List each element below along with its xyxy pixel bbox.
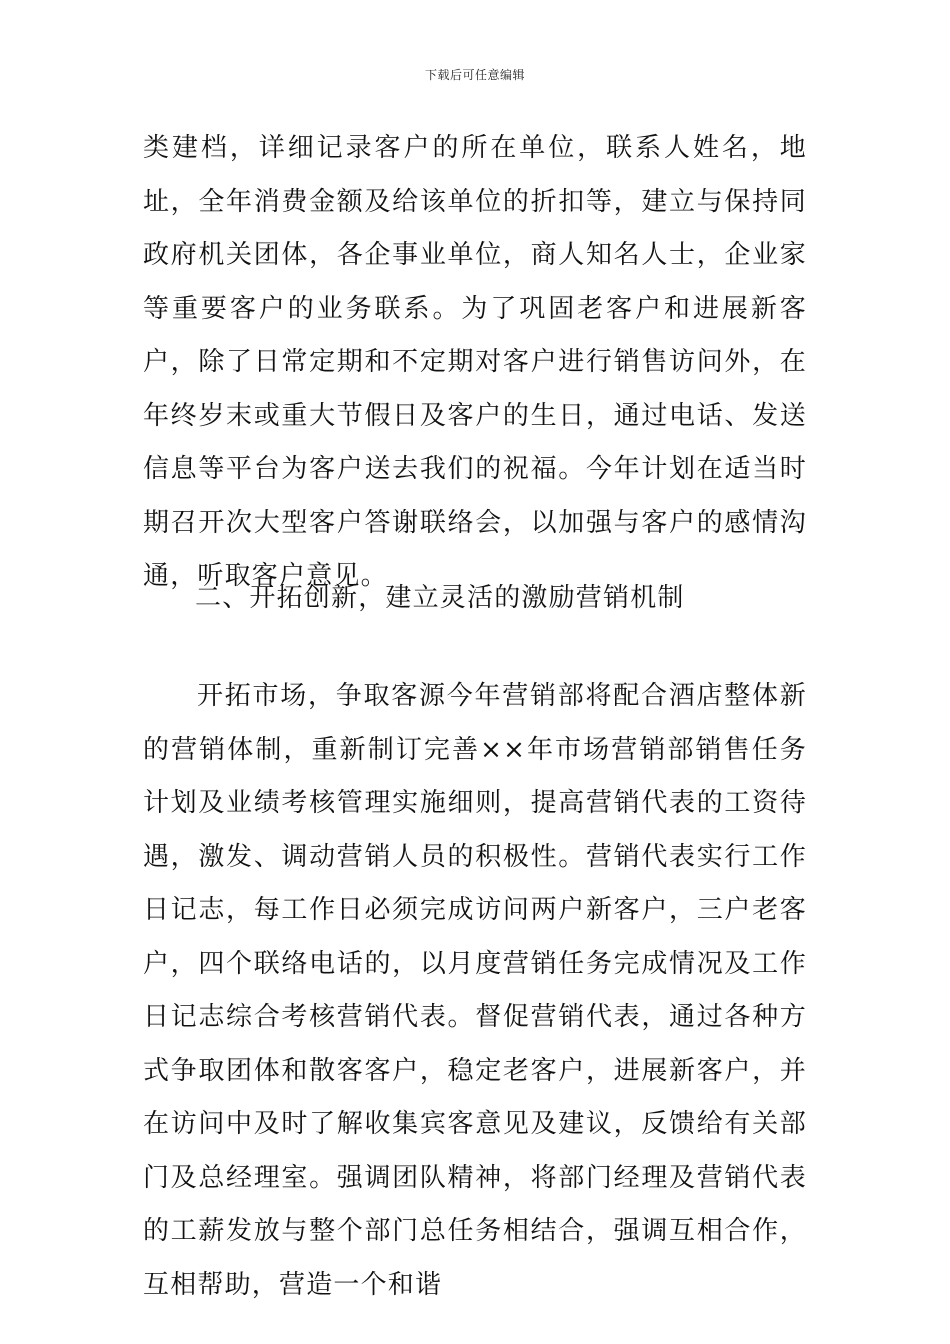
body-paragraph-1: 类建档，详细记录客户的所在单位，联系人姓名，地址，全年消费金额及给该单位的折扣等，建立与保持同政府机关团体，各企事业单位，商人知名人士，企业家等重要客户的业务联系。为了巩固老客户和进展新客户，除了日常定期和不定期对客户进行销售访问外，在年终岁末或重大节假日及客户的生日，通过电话、发送信息等平台为客户送去我们的祝福。今年计划在适当时期召开次大型客户答谢联络会，以加强与客户的感情沟通，听取客户意见。: [143, 133, 807, 591]
section-heading: 二、开拓创新，建立灵活的激励营销机制: [195, 583, 685, 613]
body-paragraph-2: 开拓市场，争取客源今年营销部将配合酒店整体新的营销体制，重新制订完善××年市场营销部销售任务计划及业绩考核管理实施细则，提高营销代表的工资待遇，激发、调动营销人员的积极性。营销代表实行工作日记志，每工作日必须完成访问两户新客户，三户老客户，四个联络电话的，以月度营销任务完成情况及工作日记志综合考核营销代表。督促营销代表，通过各种方式争取团体和散客客户，稳定老客户，进展新客户，并在访问中及时了解收集宾客意见及建议，反馈给有关部门及总经理室。强调团队精神，将部门经理及营销代表的工薪发放与整个部门总任务相结合，强调互相合作，互相帮助，营造一个和谐: [143, 681, 807, 1300]
page-header-note: 下载后可任意编辑: [424, 68, 525, 82]
